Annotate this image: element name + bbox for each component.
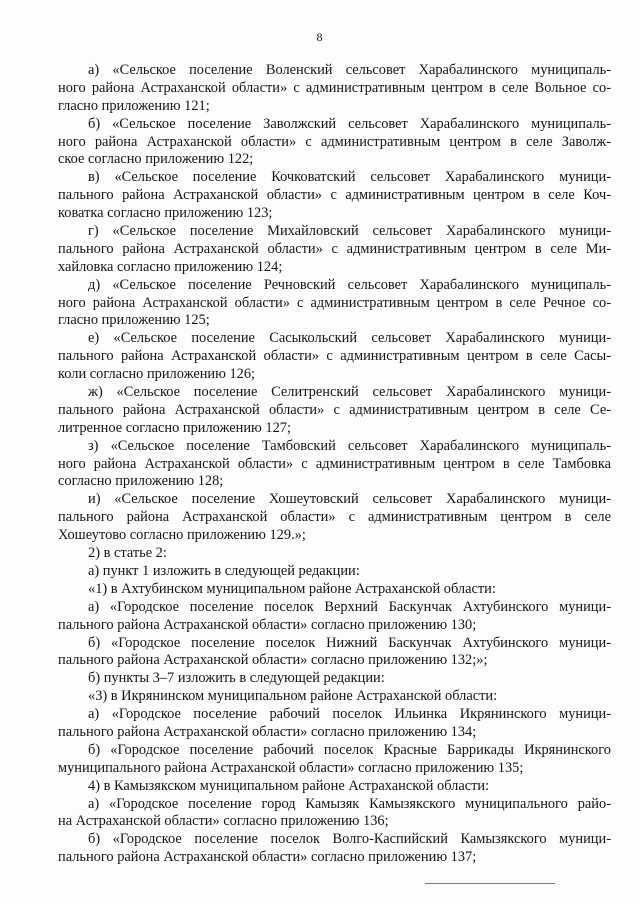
paragraph-line: б) пункты 3–7 изложить в следующей редакции: xyxy=(88,670,385,687)
paragraph-line: б) «Городское поселение рабочий поселок Красные Баррикады Икрянинского xyxy=(88,741,611,758)
paragraph-line: ское согласно приложению 122; xyxy=(58,151,254,168)
paragraph-line: пального района Астраханской области» согласно приложению 132;»; xyxy=(58,652,488,669)
paragraph-line: г) «Сельское поселение Михайловский сельсовет Харабалинского муници- xyxy=(88,223,611,240)
paragraph-line: а) пункт 1 изложить в следующей редакции: xyxy=(88,562,360,579)
paragraph-line: литренное согласно приложению 127; xyxy=(58,419,291,436)
scan-edge-line xyxy=(425,883,555,884)
paragraph-line: д) «Сельское поселение Речновский сельсовет Харабалинского муниципаль- xyxy=(88,276,611,293)
paragraph-line: а) «Городское поселение поселок Верхний Баскунчак Ахтубинского муници- xyxy=(88,598,611,615)
paragraph-line: на Астраханской области» согласно приложению 136; xyxy=(58,813,389,830)
paragraph-line: б) «Сельское поселение Заволжский сельсовет Харабалинского муниципаль- xyxy=(88,115,611,132)
paragraph-line: коватка согласно приложению 123; xyxy=(58,205,273,222)
paragraph-line: «1) в Ахтубинском муниципальном районе Астраханской области: xyxy=(88,580,496,597)
page-number: 8 xyxy=(316,30,323,44)
paragraph-line: ного района Астраханской области» с административным центром в селе Вольное со- xyxy=(58,79,611,96)
paragraph-line: гласно приложению 125; xyxy=(58,312,210,329)
paragraph-line: 4) в Камызякском муниципальном районе Астраханской области: xyxy=(88,777,490,794)
paragraph-line: а) «Сельское поселение Воленский сельсовет Харабалинского муниципаль- xyxy=(88,62,611,78)
paragraph-line: з) «Сельское поселение Тамбовский сельсовет Харабалинского муниципаль- xyxy=(88,437,611,454)
paragraph-line: согласно приложению 128; xyxy=(58,473,224,490)
paragraph-line: пального района Астраханской области» с административным центром в селе xyxy=(58,509,611,526)
paragraph-line: пального района Астраханской области» с административным центром в селе Коч- xyxy=(58,187,611,204)
paragraph-line: е) «Сельское поселение Сасыкольский сельсовет Харабалинского муници- xyxy=(88,330,611,347)
paragraph-line: пального района Астраханской области» с административным центром в селе Ми- xyxy=(58,240,611,257)
paragraph-line: ного района Астраханской области» с административным центром в селе Заволж- xyxy=(58,133,611,150)
paragraph-line: гласно приложению 121; xyxy=(58,97,210,114)
paragraph-line: б) «Городское поселение поселок Волго-Каспийский Камызякского муници- xyxy=(88,831,611,848)
paragraph-line: ж) «Сельское поселение Селитренский сельсовет Харабалинского муници- xyxy=(88,384,611,401)
paragraph-line: пального района Астраханской области» согласно приложению 130; xyxy=(58,616,477,633)
paragraph-line: и) «Сельское поселение Хошеутовский сельсовет Харабалинского муници- xyxy=(88,491,611,508)
paragraph-line: б) «Городское поселение поселок Нижний Баскунчак Ахтубинского муници- xyxy=(88,634,611,651)
paragraph-line: ного района Астраханской области» с административным центром в селе Тамбовка xyxy=(58,455,611,472)
paragraph-line: пального района Астраханской области» с административным центром в селе Се- xyxy=(58,401,611,418)
paragraph-line: ного района Астраханской области» с административным центром в селе Речное со- xyxy=(58,294,611,311)
paragraph-line: коли согласно приложению 126; xyxy=(58,366,256,383)
paragraph-line: в) «Сельское поселение Кочковатский сельсовет Харабалинского муници- xyxy=(88,169,611,186)
paragraph-line: а) «Городское поселение город Камызяк Камызякского муниципального райо- xyxy=(88,795,611,812)
paragraph-line: пального района Астраханской области» согласно приложению 137; xyxy=(58,849,477,866)
paragraph-line: а) «Городское поселение рабочий поселок Ильинка Икрянинского муници- xyxy=(88,706,611,723)
paragraph-line: «3) в Икрянинском муниципальном районе Астраханской области: xyxy=(88,688,498,705)
paragraph-line: Хошеутово согласно приложению 129.»; xyxy=(58,527,306,544)
paragraph-line: хайловка согласно приложению 124; xyxy=(58,258,283,275)
document-body xyxy=(58,62,611,867)
paragraph-line: пального района Астраханской области» с административным центром в селе Сасы- xyxy=(58,348,611,365)
paragraph-line: муниципального района Астраханской области» согласно приложению 135; xyxy=(58,759,524,776)
paragraph-line: 2) в статье 2: xyxy=(88,545,167,562)
paragraph-line: пального района Астраханской области» согласно приложению 134; xyxy=(58,723,477,740)
